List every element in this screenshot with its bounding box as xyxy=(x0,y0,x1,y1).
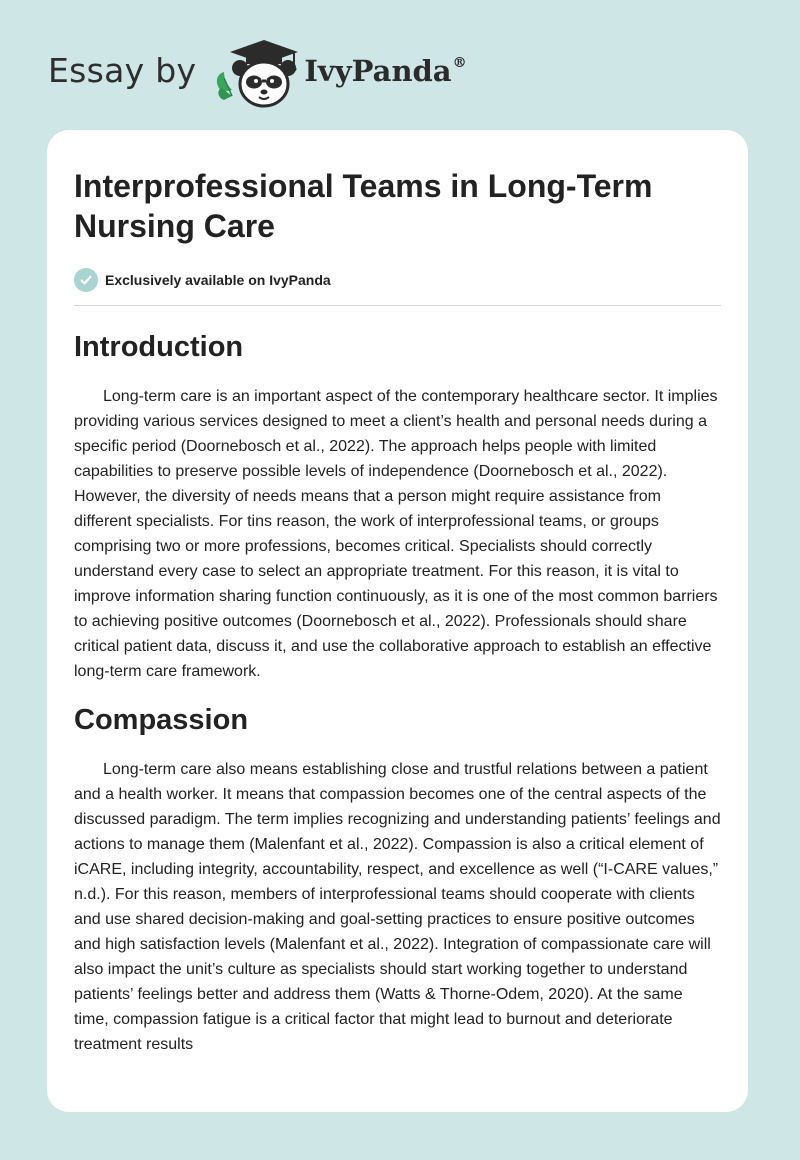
section-compassion xyxy=(74,703,721,1057)
site-header xyxy=(48,34,467,110)
panda-logo-icon xyxy=(210,34,306,110)
brand-name xyxy=(304,54,466,88)
essay-by-label: Essay by xyxy=(48,50,197,90)
exclusive-badge-label: Exclusively available on IvyPanda xyxy=(105,272,331,288)
section-introduction xyxy=(74,330,721,684)
exclusive-badge xyxy=(74,268,721,292)
section-paragraph: Long-term care is an important aspect of the contemporary healthcare sector. It implies providing various services designed to meet a client’s health and personal needs during a specific period (Doornebosch et al., 2022). The approach helps people with limited capabilities to preserve possible levels of independence (Doornebosch et al., 2022). However, the diversity of needs means that a person might require assistance from different specialists. For tins reason, the work of interprofessional teams, or groups comprising two or more professions, becomes critical. Specialists should correctly understand every case to select an appropriate treatment. For this reason, it is vital to improve information sharing function continuously, as it is one of the most common barriers to achieving positive outcomes (Doornebosch et al., 2022). Professionals should share critical patient data, discuss it, and use the collaborative approach to establish an effective long-term care framework. xyxy=(74,388,718,680)
ivy-leaf-icon xyxy=(217,72,232,100)
section-heading: Compassion xyxy=(74,704,249,736)
brand-name-text: IvyPanda xyxy=(304,54,452,88)
essay-title: Interprofessional Teams in Long-Term Nursing Care xyxy=(74,168,653,244)
title-divider xyxy=(74,305,721,306)
registered-mark: ® xyxy=(452,55,467,71)
ivypanda-logo-link[interactable] xyxy=(210,34,466,110)
section-heading: Introduction xyxy=(74,331,244,363)
checkmark-icon xyxy=(74,268,98,292)
section-paragraph: Long-term care also means establishing close and trustful relations between a patient and a health worker. It means that compassion becomes one of the central aspects of the discussed paradigm. The term implies recognizing and understanding patients’ feelings and actions to manage them (Malenfant et al., 2022). Compassion is also a critical element of iCARE, including integrity, accountability, respect, and excellence as well (“I-CARE values,” n.d.). For this reason, members of interprofessional teams should cooperate with clients and use shared decision-making and goal-setting practices to ensure positive outcomes and high satisfaction levels (Malenfant et al., 2022). Integration of compassionate care will also impact the unit’s culture as specialists should start working together to understand patients’ feelings better and address them (Watts & Thorne-Odem, 2020). At the same time, compassion fatigue is a critical factor that might lead to burnout and deteriorate treatment results xyxy=(74,761,721,1053)
essay-card xyxy=(47,130,748,1112)
